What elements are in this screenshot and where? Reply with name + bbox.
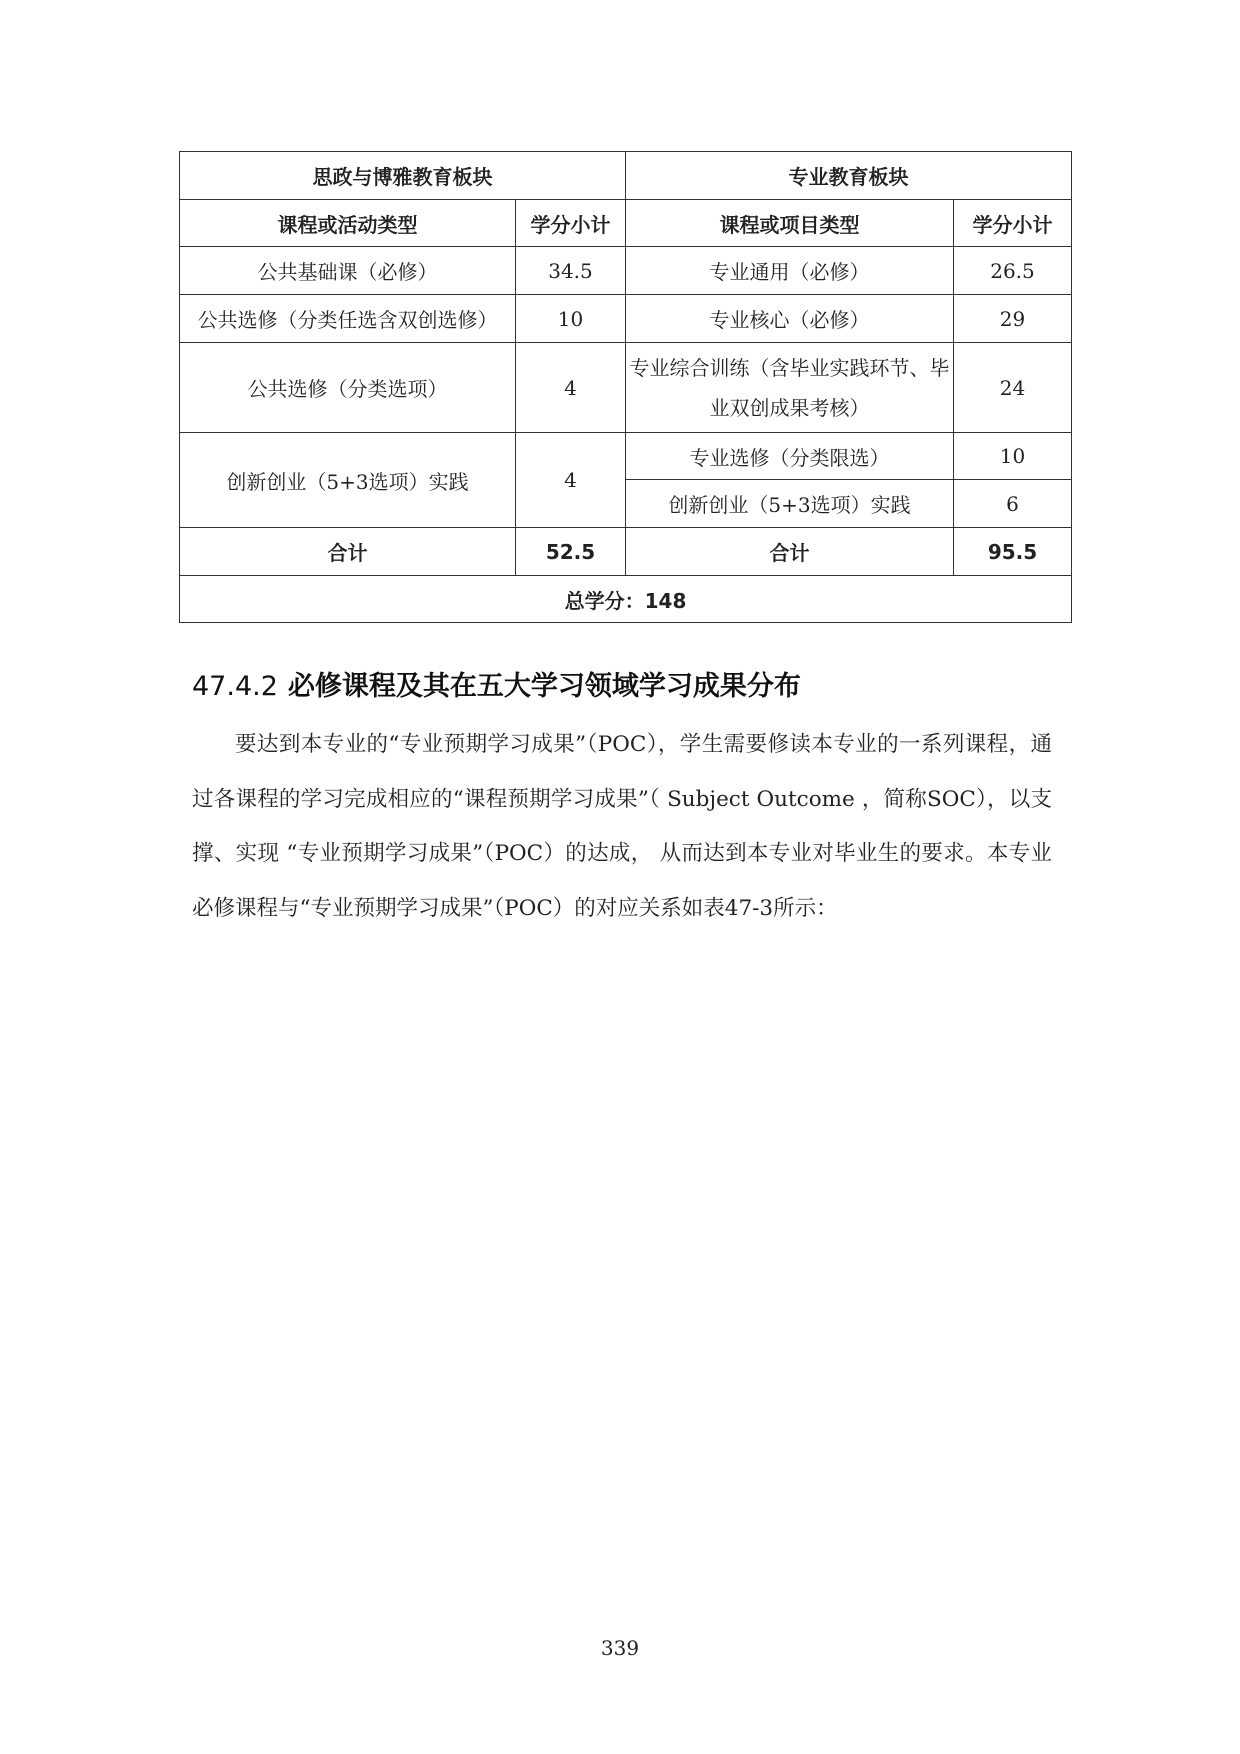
left-type-cell: 创新创业（5+3选项）实践 — [180, 433, 516, 528]
right-type-cell: 专业选修（分类限选） — [626, 433, 954, 480]
table-row — [180, 295, 1072, 343]
right-type-cell: 专业核心（必修） — [626, 295, 954, 343]
table-row — [180, 247, 1072, 295]
right-credit-cell: 10 — [954, 433, 1072, 480]
left-credit-cell: 4 — [516, 433, 626, 528]
left-type-header: 课程或活动类型 — [180, 200, 516, 247]
left-type-cell: 公共基础课（必修） — [180, 247, 516, 295]
grand-total-row — [180, 576, 1072, 623]
right-credit-cell: 24 — [954, 343, 1072, 433]
total-row — [180, 528, 1072, 576]
right-type-cell: 专业通用（必修） — [626, 247, 954, 295]
table-row — [180, 433, 1072, 480]
table-row — [180, 343, 1072, 433]
right-type-header: 课程或项目类型 — [626, 200, 954, 247]
right-total-value: 95.5 — [954, 528, 1072, 576]
right-block-title: 专业教育板块 — [626, 152, 1072, 200]
grand-total: 总学分：148 — [180, 576, 1072, 623]
page-number: 339 — [600, 1636, 640, 1660]
section-title: 必修课程及其在五大学习领域学习成果分布 — [287, 671, 801, 702]
right-total-label: 合计 — [626, 528, 954, 576]
left-credit-header: 学分小计 — [516, 200, 626, 247]
right-type-cell: 专业综合训练（含毕业实践环节、毕业双创成果考核） — [626, 343, 954, 433]
right-type-cell: 创新创业（5+3选项）实践 — [626, 480, 954, 528]
left-block-title: 思政与博雅教育板块 — [180, 152, 626, 200]
left-type-cell: 公共选修（分类选项） — [180, 343, 516, 433]
credit-summary-table — [179, 151, 1072, 623]
left-type-cell: 公共选修（分类任选含双创选修） — [180, 295, 516, 343]
left-credit-cell: 34.5 — [516, 247, 626, 295]
column-header-row — [180, 200, 1072, 247]
block-title-row — [180, 152, 1072, 200]
left-credit-cell: 10 — [516, 295, 626, 343]
right-credit-cell: 26.5 — [954, 247, 1072, 295]
left-total-value: 52.5 — [516, 528, 626, 576]
left-total-label: 合计 — [180, 528, 516, 576]
section-number: 47.4.2 — [192, 671, 278, 702]
body-paragraph: 要达到本专业的“专业预期学习成果”（POC），学生需要修读本专业的一系列课程，通过各课程的学习完成相应的“课程预期学习成果”（ Subject Outcome ，简称SOC），以支撑、实现 “专业预期学习成果”（POC）的达成， 从而达到本专业对毕业生的要求。本专业必修课程与“专业预期学习成果”（POC）的对应关系如表47-3所示： — [192, 732, 1052, 921]
right-credit-cell: 6 — [954, 480, 1072, 528]
right-credit-cell: 29 — [954, 295, 1072, 343]
right-credit-header: 学分小计 — [954, 200, 1072, 247]
section-heading — [192, 664, 801, 703]
left-credit-cell: 4 — [516, 343, 626, 433]
